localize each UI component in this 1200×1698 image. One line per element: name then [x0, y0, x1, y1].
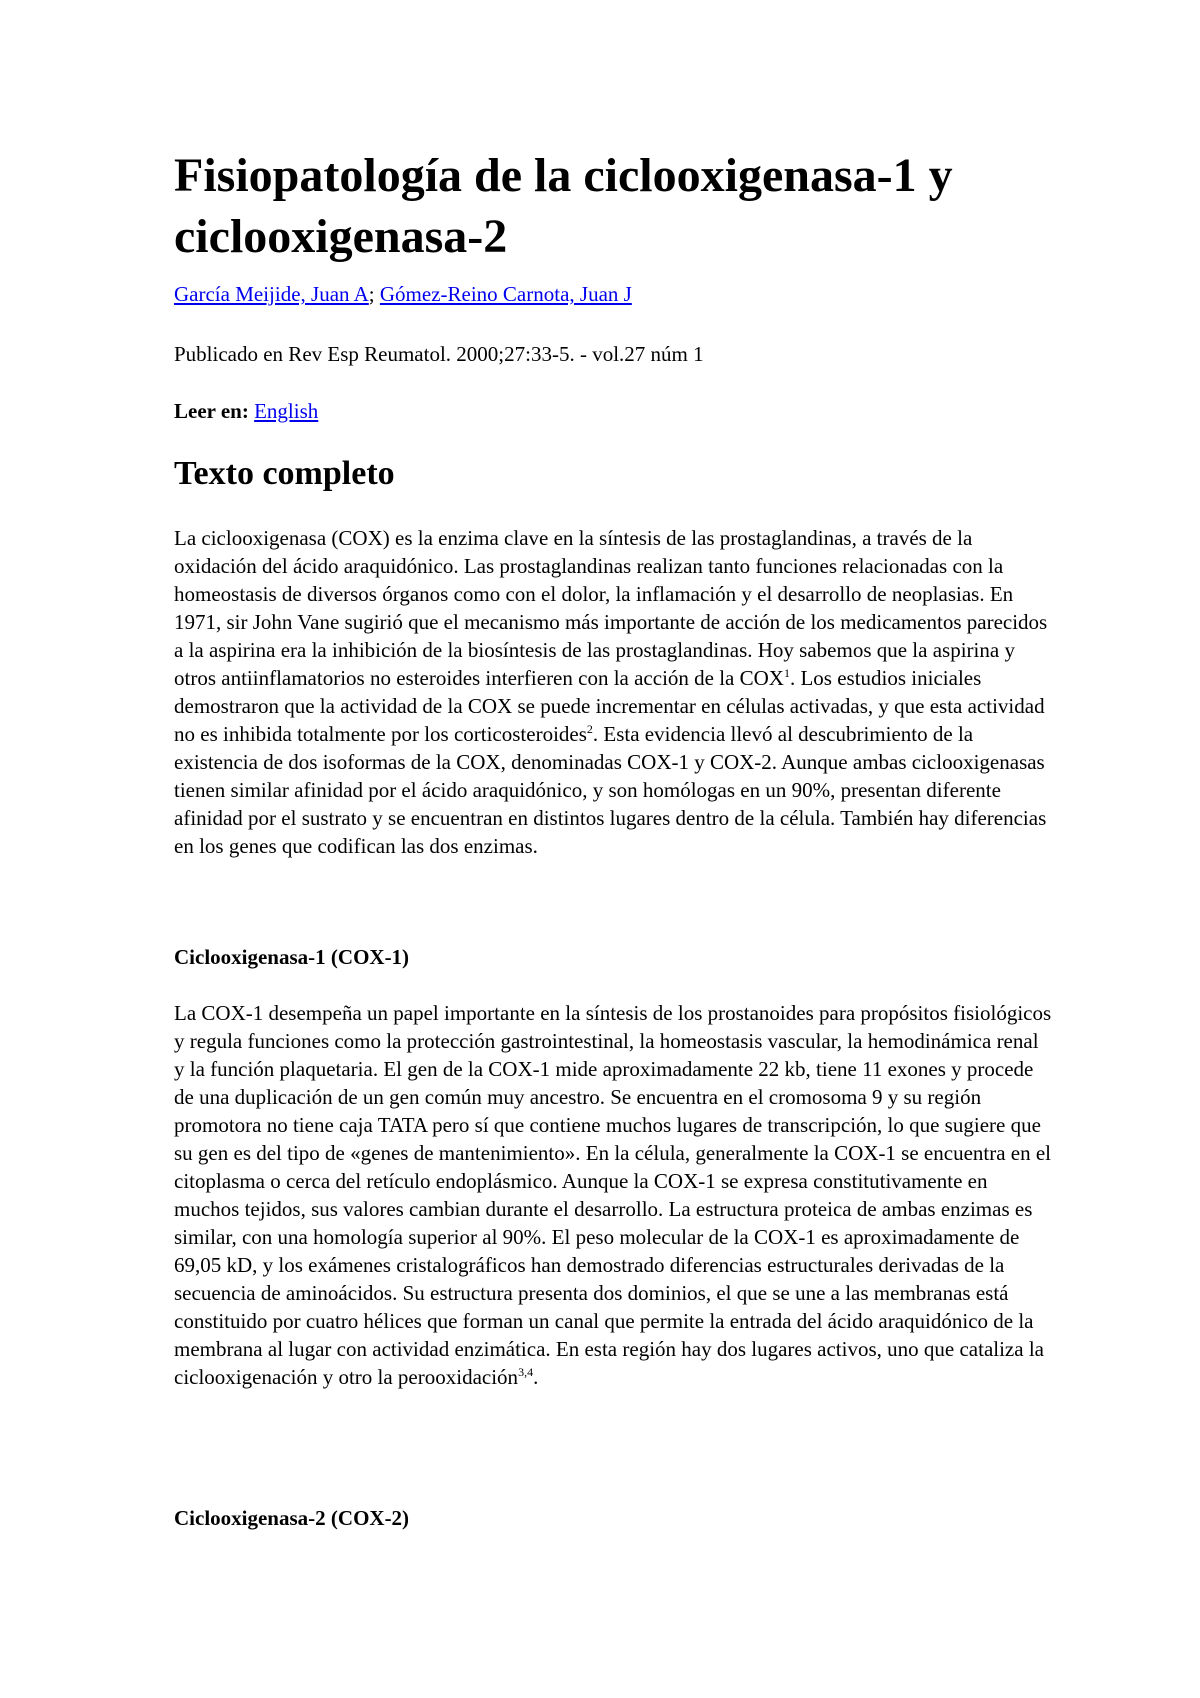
- language-selector: [174, 399, 318, 423]
- read-in-label: Leer en:: [174, 399, 249, 423]
- intro-text-2: . Los estudios iniciales demostraron que la actividad de la COX se puede incrementar en células activadas, y que esta actividad no es inhibida totalmente por los corticosteroides: [174, 666, 1045, 746]
- author-separator: ;: [368, 282, 380, 306]
- publication-info: Publicado en Rev Esp Reumatol. 2000;27:33-5. - vol.27 núm 1: [174, 342, 704, 366]
- reference-1[interactable]: 1: [783, 666, 790, 680]
- author-link-garcia-meijide[interactable]: García Meijide, Juan A: [174, 282, 369, 306]
- cox1-text: La COX-1 desempeña un papel importante en la síntesis de los prostanoides para propósitos fisiológicos y regula funciones como la protección gastrointestinal, la homeostasis vascular, la hemodinámica renal y la función plaquetaria. El gen de la COX-1 mide aproximadamente 22 kb, tiene 11 exones y procede de una duplicación de un gen común muy ancestro. Se encuentra en el cromosoma 9 y su región promotora no tiene caja TATA pero sí que contiene muchos lugares de transcripción, lo que sugiere que su gen es del tipo de «genes de mantenimiento». En la célula, generalmente la COX-1 se encuentra en el citoplasma o cerca del retículo endoplásmico. Aunque la COX-1 se expresa constitutivamente en muchos tejidos, sus valores cambian durante el desarrollo. La estructura proteica de ambas enzimas es similar, con una homología superior al 90%. El peso molecular de la COX-1 es aproximadamente de 69,05 kD, y los exámenes cristalográficos han demostrado diferencias estructurales derivadas de la secuencia de aminoácidos. Su estructura presenta dos dominios, el que se une a las membranas está constituido por cuatro hélices que forman un canal que permite la entrada del ácido araquidónico de la membrana al lugar con actividad enzimática. En esta región hay dos lugares activos, uno que cataliza la ciclooxigenación y otro la perooxidación: [174, 1001, 1052, 1389]
- author-list: [174, 282, 632, 306]
- cox1-text-end: .: [533, 1365, 539, 1389]
- cox2-heading: Ciclooxigenasa-2 (COX-2): [174, 1506, 410, 1530]
- article-title: Fisiopatología de la ciclooxigenasa-1 y ciclooxigenasa-2: [174, 149, 953, 263]
- reference-2[interactable]: 2: [586, 722, 593, 736]
- fulltext-heading: Texto completo: [174, 455, 395, 492]
- intro-text-3: . Esta evidencia llevó al descubrimiento de la existencia de dos isoformas de la COX, denominadas COX-1 y COX-2. Aunque ambas ciclooxigenasas tienen similar afinidad por el ácido araquidónico, y son homólogas en un 90%, presentan diferente afinidad por el sustrato y se encuentran en distintos lugares dentro de la célula. También hay diferencias en los genes que codifican las dos enzimas.: [174, 722, 1047, 858]
- intro-text-1: La ciclooxigenasa (COX) es la enzima clave en la síntesis de las prostaglandinas, a través de la oxidación del ácido araquidónico. Las prostaglandinas realizan tanto funciones relacionadas con la homeostasis de diversos órganos como con el dolor, la inflamación y el desarrollo de neoplasias. En 1971, sir John Vane sugirió que el mecanismo más importante de acción de los medicamentos parecidos a la aspirina era la inhibición de la biosíntesis de las prostaglandinas. Hoy sabemos que la aspirina y otros antiinflamatorios no esteroides interfieren con la acción de la COX: [174, 526, 1048, 690]
- cox1-paragraph: [174, 999, 1054, 1391]
- intro-paragraph: [174, 524, 1054, 860]
- cox1-heading: Ciclooxigenasa-1 (COX-1): [174, 945, 410, 969]
- author-link-gomez-reino[interactable]: Gómez-Reino Carnota, Juan J: [379, 282, 632, 306]
- english-link[interactable]: English: [254, 399, 319, 423]
- reference-3-4[interactable]: 3,4: [518, 1365, 534, 1379]
